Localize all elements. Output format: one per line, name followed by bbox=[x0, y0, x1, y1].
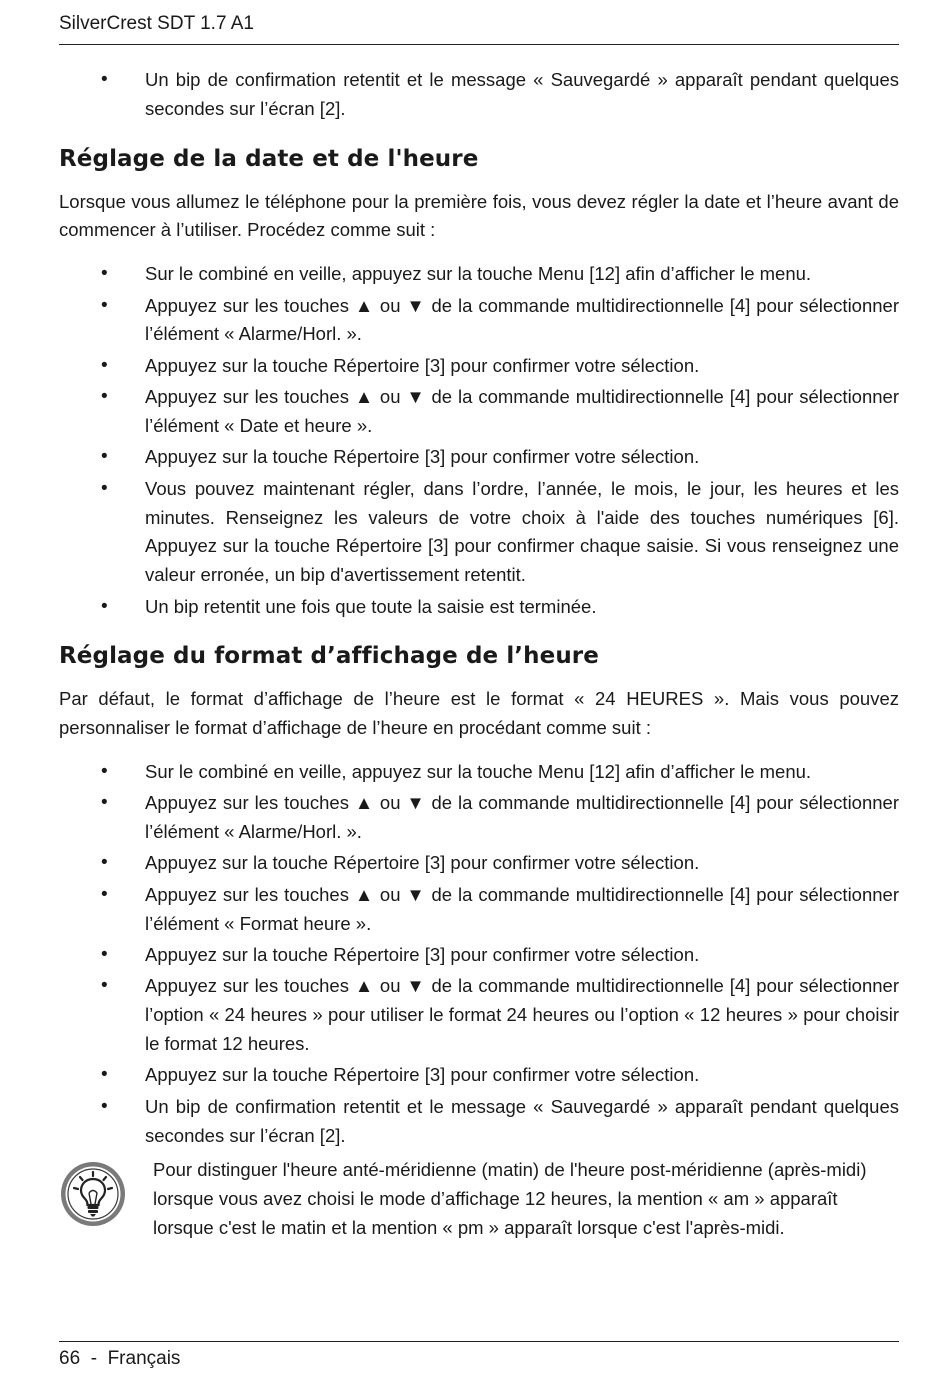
footer-divider bbox=[59, 1341, 899, 1342]
section-heading-date-time: Réglage de la date et de l'heure bbox=[59, 145, 479, 172]
list-item: • Un bip de confirmation retentit et le message « Sauvegardé » apparaît pendant quelques secondes sur l’écran [2]. bbox=[59, 66, 899, 124]
list-item: • Appuyez sur la touche Répertoire [3] pour confirmer votre sélection. bbox=[59, 941, 899, 970]
list-item: • Appuyez sur les touches ▲ ou ▼ de la commande multidirectionnelle [4] pour sélectionner l’élément « Date et heure ». bbox=[59, 383, 899, 441]
list-item: • Appuyez sur la touche Répertoire [3] pour confirmer votre sélection. bbox=[59, 849, 899, 878]
tip-note bbox=[59, 1156, 899, 1256]
list-item: • Appuyez sur la touche Répertoire [3] pour confirmer votre sélection. bbox=[59, 443, 899, 472]
tip-text: Pour distinguer l'heure anté-méridienne (matin) de l'heure post-méridienne (après-midi) lorsque vous avez choisi le mode d’affichage 12 heures, la mention « am » apparaît lorsque c'est le matin et la mention « pm » apparaît lorsque c'est l'après-midi. bbox=[153, 1159, 867, 1239]
list-item: • Sur le combiné en veille, appuyez sur la touche Menu [12] afin d’afficher le menu. bbox=[59, 260, 899, 289]
section-heading-time-format: Réglage du format d’affichage de l’heure bbox=[59, 643, 599, 670]
page-content bbox=[59, 66, 899, 1256]
list-item: • Appuyez sur la touche Répertoire [3] pour confirmer votre sélection. bbox=[59, 352, 899, 381]
list-item: • Sur le combiné en veille, appuyez sur la touche Menu [12] afin d’afficher le menu. bbox=[59, 758, 899, 787]
header-divider bbox=[59, 44, 899, 45]
list-item: • Appuyez sur les touches ▲ ou ▼ de la commande multidirectionnelle [4] pour sélectionner l’option « 24 heures » pour utiliser le format 24 heures ou l’option « 12 heures » pour choisir le format 12 heures. bbox=[59, 972, 899, 1058]
list-item: • Appuyez sur les touches ▲ ou ▼ de la commande multidirectionnelle [4] pour sélectionner l’élément « Alarme/Horl. ». bbox=[59, 292, 899, 350]
page-footer: 66 - Français bbox=[59, 1348, 181, 1369]
date-time-steps-list bbox=[59, 260, 899, 621]
time-format-steps-list bbox=[59, 758, 899, 1151]
intro-bullet-list bbox=[59, 66, 899, 124]
list-item: • Un bip de confirmation retentit et le message « Sauvegardé » apparaît pendant quelques secondes sur l’écran [2]. bbox=[59, 1093, 899, 1151]
section-paragraph: Lorsque vous allumez le téléphone pour la première fois, vous devez régler la date et l’heure avant de commencer à l’utiliser. Procédez comme suit : bbox=[59, 190, 899, 241]
list-item: • Appuyez sur la touche Répertoire [3] pour confirmer votre sélection. bbox=[59, 1061, 899, 1090]
list-item: • Un bip retentit une fois que toute la saisie est terminée. bbox=[59, 593, 899, 622]
page-header-title: SilverCrest SDT 1.7 A1 bbox=[59, 13, 255, 34]
lightbulb-icon bbox=[59, 1160, 127, 1228]
section-paragraph: Par défaut, le format d’affichage de l’heure est le format « 24 HEURES ». Mais vous pouvez personnaliser le format d’affichage de l’heure en procédant comme suit : bbox=[59, 688, 899, 739]
list-item: • Vous pouvez maintenant régler, dans l’ordre, l’année, le mois, le jour, les heures et les minutes. Renseignez les valeurs de votre choix à l'aide des touches numériques [6]. Appuyez sur la touche Répertoire [3] pour confirmer chaque saisie. Si vous renseignez une valeur erronée, un bip d'avertissement retentit. bbox=[59, 475, 899, 590]
list-item: • Appuyez sur les touches ▲ ou ▼ de la commande multidirectionnelle [4] pour sélectionner l’élément « Alarme/Horl. ». bbox=[59, 789, 899, 847]
list-item: • Appuyez sur les touches ▲ ou ▼ de la commande multidirectionnelle [4] pour sélectionner l’élément « Format heure ». bbox=[59, 881, 899, 939]
